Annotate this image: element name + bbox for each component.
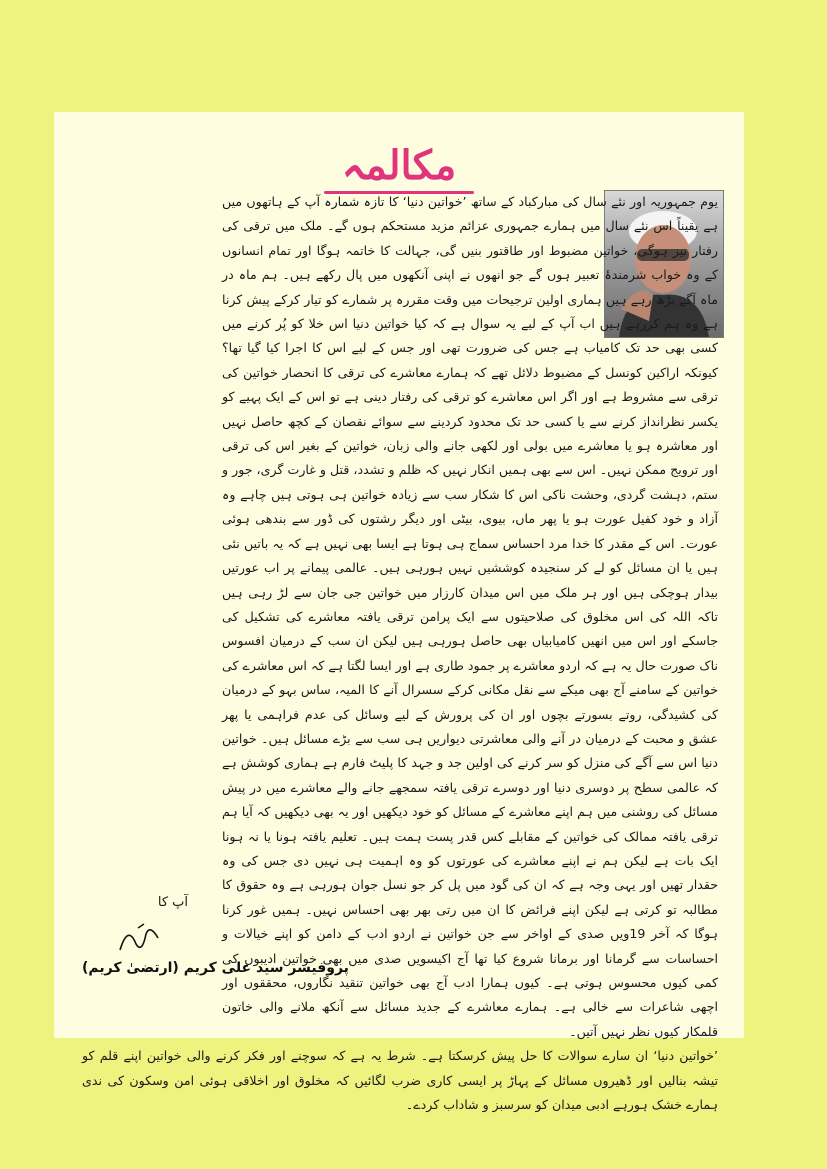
editorial-body: [82, 190, 718, 1117]
editorial-panel: [54, 112, 744, 1113]
author-name: پروفیسر سید علی کریم (ارتضیٰ کریم): [82, 960, 349, 976]
signature-icon: [114, 920, 164, 958]
editorial-paragraph: یوم جمہوریہ اور نئے سال کی مبارکباد کے ساتھ ’خواتین دنیا‘ کا تازہ شمارہ آپ کے ہاتھوں میں ہے یقیناً اس نئے سال میں ہمارے جمہوری عزائم مزید مستحکم ہوں گے۔ ملک میں ترقی کی رفتار تیز ہوگی، خواتین مضبوط اور طاقتور بنیں گی، جہالت کا خاتمہ ہوگا اور تمام انسانوں کے وہ خواب شرمندۂ تعبیر ہوں گے جو انھوں نے اپنی آنکھوں میں پال رکھے ہیں۔ ہم ماہ در ماہ آگے بڑھ رہے ہیں ہماری اولین ترجیحات میں وقت مقررہ پر شمارے کو تیار کرکے پیش کرنا ہے وہ ہم کررہے ہیں اب آپ کے لیے یہ سوال ہے کہ کیا خواتین دنیا اس خلا کو پُر کرنے میں کسی بھی حد تک کامیاب ہے جس کی ضرورت تھی اور جس کے لیے اس کا اجرا کیا گیا تھا؟ کیونکہ اراکین کونسل کے مضبوط دلائل تھے کہ ہمارے معاشرے کی ترقی کا انحصار خواتین کی ترقی سے مشروط ہے اور اگر اس معاشرے کو ترقی کی رفتار دینی ہے تو اس کے ایک پہیے کو یکسر نظرانداز کرنے سے یا کسی حد تک محدود کردینے سے سوائے نقصان کے کچھ حاصل نہیں اور معاشرہ ہو یا معاشرے میں بولی اور لکھی جانے والی زبان، خواتین کے بغیر اس کی ترقی اور ترویج ممکن نہیں۔ اس سے بھی ہمیں انکار نہیں کہ ظلم و تشدد، قتل و غارت گری، جور و ستم، دہشت گردی، وحشت ناکی اس کا شکار سب سے زیادہ خواتین ہی ہوتی ہیں چاہے وہ آزاد و خود کفیل عورت ہو یا پھر ماں، بیوی، بیٹی اور دیگر رشتوں کی ڈور سے بندھی ہوئی عورت۔ اس کے مقدر کا خدا مرد احساس سماج ہی ہوتا ہے ایسا بھی نہیں ہے کہ یہ باتیں نئی ہیں یا ان مسائل کو لے کر سنجیدہ کوششیں نہیں ہورہی ہیں۔ عالمی پیمانے پر اب عورتیں بیدار ہوچکی ہیں اور ہر ملک میں اس میدان کارزار میں خواتین جی جان سے لڑ رہی ہیں تاکہ اللہ کی اس مخلوق کی صلاحیتوں سے ایک پرامن ترقی یافتہ معاشرے کی تشکیل کی جاسکے اور اس میں انھیں کامیابیاں بھی حاصل ہورہی ہیں لیکن ان سب کے درمیان افسوس ناک صورت حال یہ ہے کہ اردو معاشرے پر جمود طاری ہے اور ایسا لگتا ہے کہ اس معاشرے کی خواتین کے سامنے آج بھی میکے سے نقل مکانی کرکے سسرال آنے کا المیہ، ساس بہو کے درمیان کی کشیدگی، روتے بسورتے بچوں اور ان کی پرورش کے لیے وسائل کی عدم فراہمی یا پھر عشق و محبت کے درمیان در آنے والی معاشرتی دیواریں ہی سب سے بڑے مسائل ہیں۔ خواتین دنیا اس سے آگے کی منزل کو سر کرنے کی اولین جد و جہد کا پلیٹ فارم ہے ہماری کوشش ہے کہ عالمی سطح پر دوسری دنیا اور دوسرے ترقی یافتہ سمجھے جانے والے معاشرے میں در پیش مسائل کی روشنی میں ہم اپنے معاشرے کے مسائل کو خود دیکھیں اور یہ بھی دیکھیں کہ آیا ہم ترقی یافتہ ممالک کی خواتین کے مقابلے کس قدر پست ہمت ہیں۔ تعلیم یافتہ ہونا یا نہ ہونا ایک بات ہے لیکن ہم نے اپنے معاشرے کی عورتوں کو وہ اہمیت ہی نہیں دی جس کی وہ حقدار تھیں اور یہی وجہ ہے کہ ان کی گود میں پل کر جو نسل جوان ہورہی ہے وہ حقوق کا مطالبہ تو کرتی ہے لیکن اپنے فرائض کا ان میں رتی بھر بھی احساس نہیں۔ ہمیں غور کرنا ہوگا کہ آخر 19ویں صدی کے اواخر سے جن خواتین نے اردو ادب کے دامن کو اپنے خیالات و احساسات سے گرمانا اور برمانا شروع کیا تھا آج اکیسویں صدی میں بھی خواتین ادیبوں کی کمی کیوں محسوس ہوتی ہے۔ کیوں ہمارا ادب آج بھی خواتین تنقید نگاروں، محققوں اور اچھی شاعرات سے خالی ہے۔ ہمارے معاشرے کے جدید مسائل سے آنکھ ملانے والی خاتون قلمکار کیوں نظر نہیں آتیں۔: [222, 194, 718, 1039]
closing-salutation: آپ کا: [157, 895, 188, 910]
page-title: مکالمہ: [54, 142, 744, 194]
editorial-paragraph: ’خواتین دنیا‘ ان سارے سوالات کا حل پیش کرسکتا ہے۔ شرط یہ ہے کہ سوچنے اور فکر کرنے والی خواتین اپنے قلم کو تیشہ بنالیں اور ڈھیروں مسائل کے پہاڑ پر ایسی کاری ضرب لگائیں کہ مخلوق اور اخلاقی ہوئی امن وسکون کی ندی ہمارے خشک ہورہے ادبی میدان کو سرسبز و شاداب کردے۔: [82, 1048, 718, 1113]
